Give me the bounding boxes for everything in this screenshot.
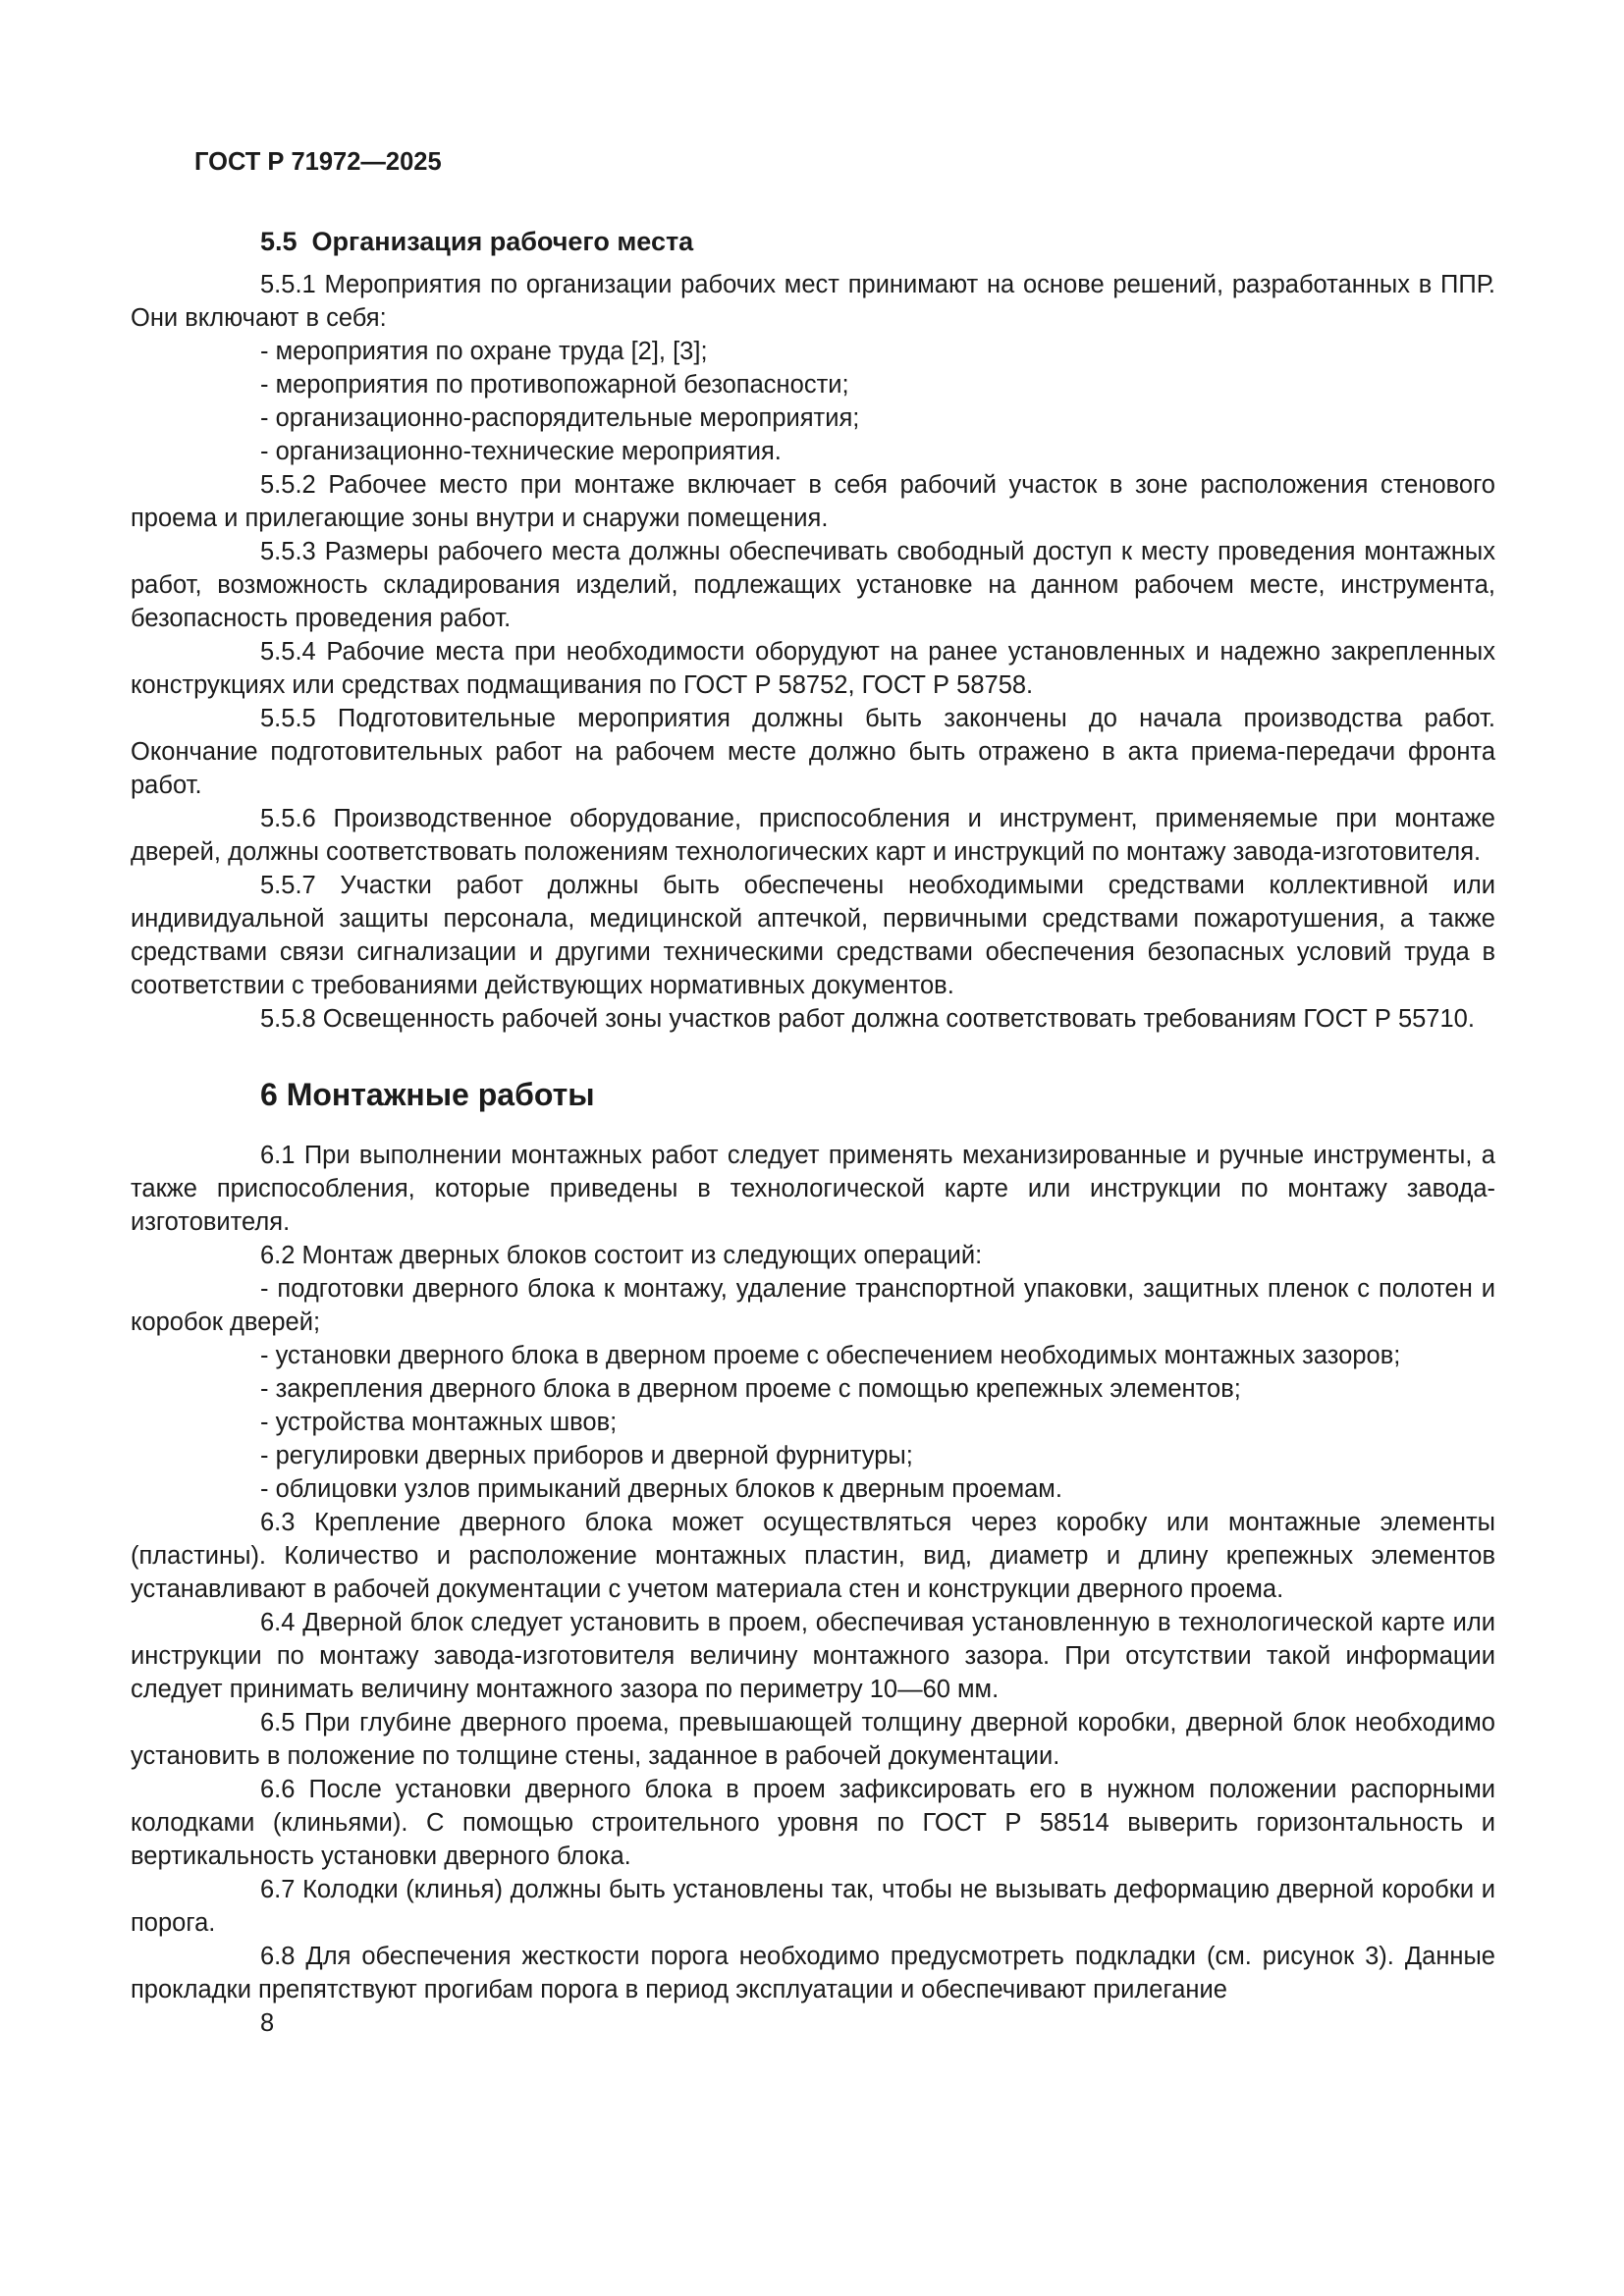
list-item-mounting-seams: - устройства монтажных швов; (260, 1409, 618, 1436)
para-6-7: 6.7 Колодки (клинья) должны быть установлены так, чтобы не вызывать деформацию дверной коробки и порога. (131, 1876, 1495, 1937)
para-6-2: 6.2 Монтаж дверных блоков состоит из следующих операций: (260, 1242, 983, 1269)
list-item-preparation: - подготовки дверного блока к монтажу, удаление транспортной упаковки, защитных пленок с полотен и коробок дверей; (131, 1275, 1495, 1336)
list-item-fastening: - закрепления дверного блока в дверном проеме с помощью крепежных элементов; (260, 1375, 1241, 1403)
para-5-5-5: 5.5.5 Подготовительные мероприятия должны быть закончены до начала производства работ. Окончание подготовительных работ на рабочем месте должно быть отражено в акта приема-передачи фронта работ. (131, 705, 1495, 799)
para-6-1: 6.1 При выполнении монтажных работ следует применять механизированные и ручные инструменты, а также приспособления, которые приведены в технологической карте или инструкции по монтажу завода-изготовителя. (131, 1142, 1495, 1236)
page-number: 8 (260, 2009, 275, 2037)
section-6-heading: 6 Монтажные работы (260, 1077, 595, 1112)
para-5-5-3: 5.5.3 Размеры рабочего места должны обеспечивать свободный доступ к месту проведения монтажных работ, возможность складирования изделий, подлежащих установке на данном рабочем месте, инструмента, безопасность проведения работ. (131, 538, 1495, 632)
list-item-installation: - установки дверного блока в дверном проеме с обеспечением необходимых монтажных зазоров; (260, 1342, 1401, 1369)
list-item-cladding: - облицовки узлов примыканий дверных блоков к дверным проемам. (260, 1475, 1062, 1503)
para-6-4: 6.4 Дверной блок следует установить в проем, обеспечивая установленную в технологической карте или инструкции по монтажу завода-изготовителя величину монтажного зазора. При отсутствии такой информации следует принимать величину монтажного зазора по периметру 10—60 мм. (131, 1609, 1495, 1703)
para-5-5-7: 5.5.7 Участки работ должны быть обеспечены необходимыми средствами коллективной или индивидуальной защиты персонала, медицинской аптечкой, первичными средствами пожаротушения, а также средствами связи сигнализации и другими техническими средствами обеспечения безопасных условий труда в соответствии с требованиями действующих нормативных документов. (131, 872, 1495, 999)
para-5-5-1: 5.5.1 Мероприятия по организации рабочих мест принимают на основе решений, разработанных в ППР. Они включают в себя: (131, 271, 1495, 332)
list-item-adjustment: - регулировки дверных приборов и дверной фурнитуры; (260, 1442, 913, 1469)
para-5-5-4: 5.5.4 Рабочие места при необходимости оборудуют на ранее установленных и надежно закрепленных конструкциях или средствах подмащивания по ГОСТ Р 58752, ГОСТ Р 58758. (131, 638, 1495, 699)
section-5-5-heading: 5.5 Организация рабочего места (260, 227, 694, 256)
para-6-6: 6.6 После установки дверного блока в проем зафиксировать его в нужном положении распорными колодками (клиньями). С помощью строительного уровня по ГОСТ Р 58514 выверить горизонтальность и вертикальность установки дверного блока. (131, 1776, 1495, 1870)
para-6-8: 6.8 Для обеспечения жесткости порога необходимо предусмотреть подкладки (см. рисунок 3). Данные прокладки препятствуют прогибам порога в период эксплуатации и обеспечивают прилегание (131, 1943, 1495, 2003)
para-6-5: 6.5 При глубине дверного проема, превышающей толщину дверной коробки, дверной блок необходимо установить в положение по толщине стены, заданное в рабочей документации. (131, 1709, 1495, 1770)
list-item-labor-protection: - мероприятия по охране труда [2], [3]; (260, 338, 708, 365)
para-5-5-2: 5.5.2 Рабочее место при монтаже включает в себя рабочий участок в зоне расположения стенового проема и прилегающие зоны внутри и снаружи помещения. (131, 471, 1495, 532)
list-item-fire-safety: - мероприятия по противопожарной безопасности; (260, 371, 849, 399)
para-6-3: 6.3 Крепление дверного блока может осуществляться через коробку или монтажные элементы (пластины). Количество и расположение монтажных пластин, вид, диаметр и длину крепежных элементов устанавливают в рабочей документации с учетом материала стен и конструкции дверного проема. (131, 1509, 1495, 1603)
list-item-org-administrative: - организационно-распорядительные мероприятия; (260, 404, 860, 432)
document-code: ГОСТ Р 71972—2025 (194, 148, 442, 176)
para-5-5-8: 5.5.8 Освещенность рабочей зоны участков работ должна соответствовать требованиям ГОСТ Р 55710. (260, 1005, 1475, 1033)
list-item-org-technical: - организационно-технические мероприятия. (260, 438, 782, 465)
para-5-5-6: 5.5.6 Производственное оборудование, приспособления и инструмент, применяемые при монтаже дверей, должны соответствовать положениям технологических карт и инструкций по монтажу завода-изготовителя. (131, 805, 1495, 866)
